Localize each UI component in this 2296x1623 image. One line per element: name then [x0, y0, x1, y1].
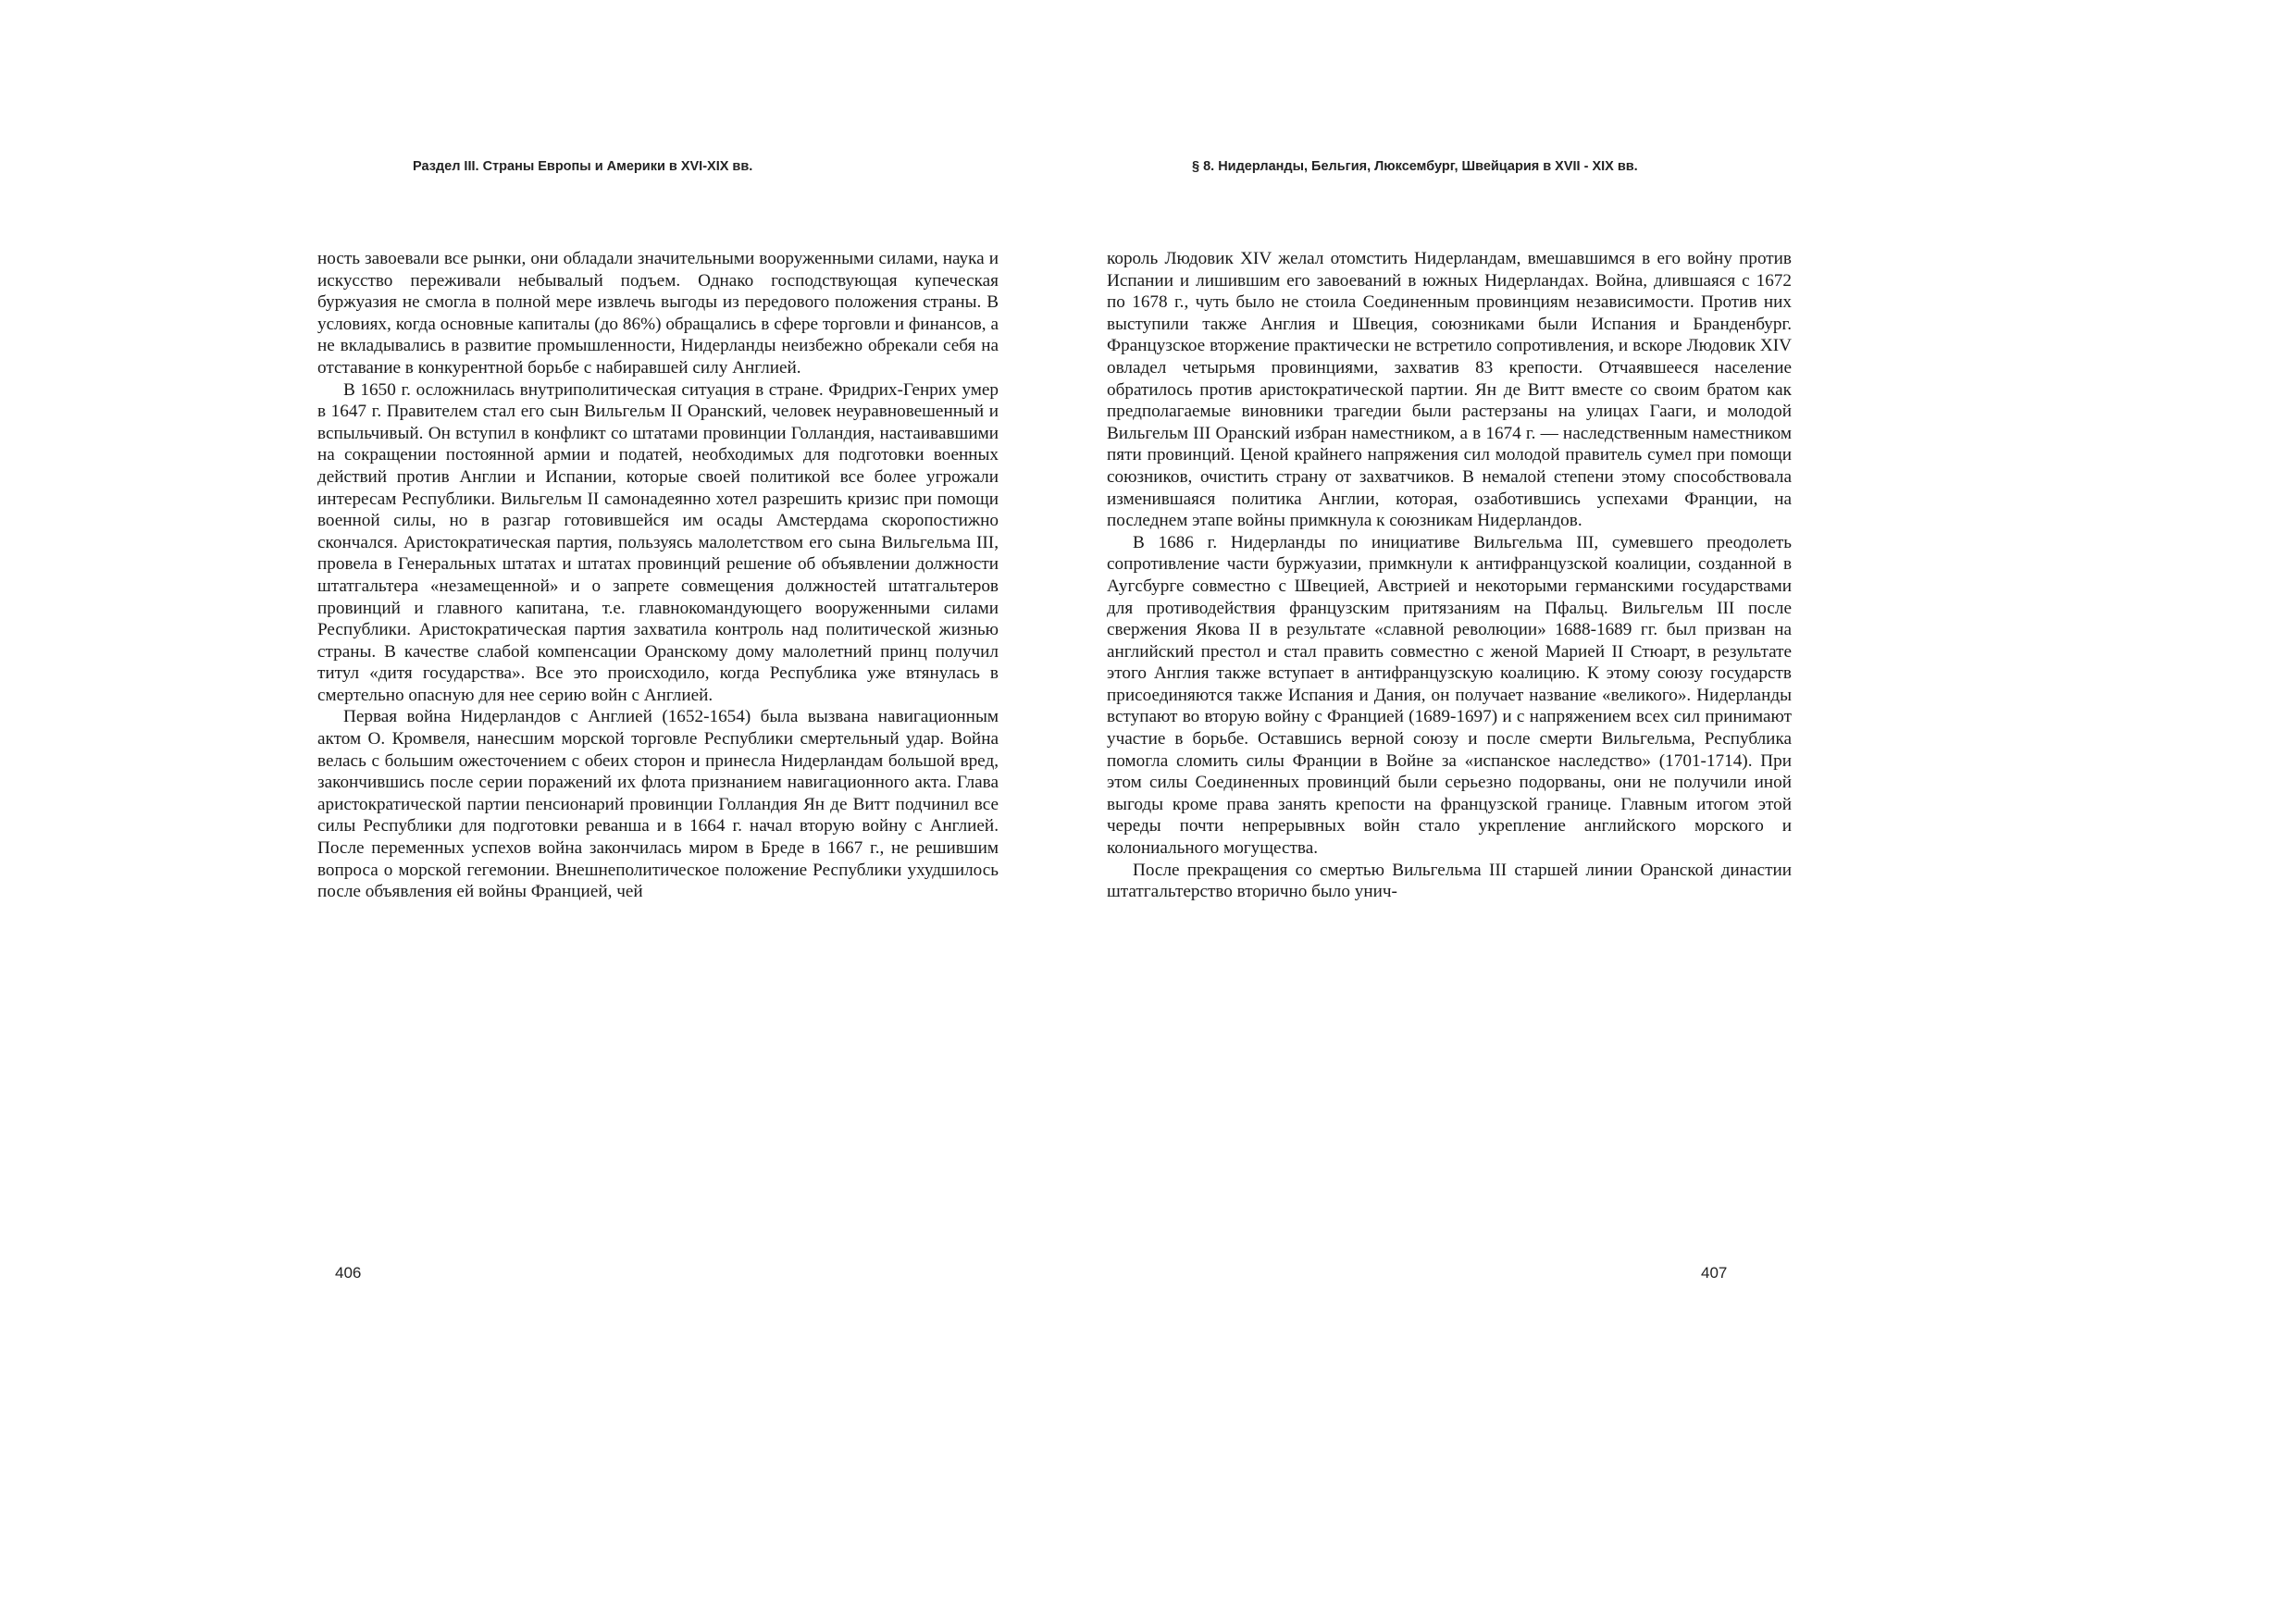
running-header-left: Раздел III. Страны Европы и Америки в XVI-XIX вв. — [413, 159, 753, 174]
right-page-text-column — [1107, 248, 1792, 903]
paragraph-left-2: В 1650 г. осложнилась внутриполитическая ситуация в стране. Фридрих-Генрих умер в 1647 г. Правителем стал его сын Вильгельм II Оранский, человек неуравновешенный и вспыльчивый. Он вступил в конфликт со штатами провинции Голландия, настаивавшими на сокращении постоянной армии и податей, необходимых для подготовки военных действий против Англии и Испании, которые своей политикой все более угрожали интересам Республики. Вильгельм II самонадеянно хотел разрешить кризис при помощи военной силы, но в разгар готовившейся им осады Амстердама скоропостижно скончался. Аристократическая партия, пользуясь малолетством его сына Вильгельма III, провела в Генеральных штатах и штатах провинций решение об объявлении должности штатгальтера «незамещенной» и о запрете совмещения должностей штатгальтеров провинций и главного капитана, т.е. главнокомандующего вооруженными силами Республики. Аристократическая партия захватила контроль над политической жизнью страны. В качестве слабой компенсации Оранскому дому малолетний принц получил титул «дитя государства». Все это происходило, когда Республика уже втянулась в смертельно опасную для нее серию войн с Англией. — [317, 379, 999, 705]
paragraph-right-3: После прекращения со смертью Вильгельма III старшей линии Оранской династии штатгальтерство вторично было унич- — [1107, 860, 1792, 902]
page-number-right: 407 — [1701, 1264, 1728, 1282]
paragraph-left-1: ность завоевали все рынки, они обладали значительными вооруженными силами, наука и искусство переживали небывалый подъем. Однако господствующая купеческая буржуазия не смогла в полной мере извлечь выгоды из передового положения страны. В условиях, когда основные капиталы (до 86%) обращались в сфере торговли и финансов, а не вкладывались в развитие промышленности, Нидерланды неизбежно обрекали себя на отставание в конкурентной борьбе с набиравшей силу Англией. — [317, 249, 999, 378]
left-page-text-column — [317, 248, 999, 903]
paragraph-right-2: В 1686 г. Нидерланды по инициативе Вильгельма III, сумевшего преодолеть сопротивление части буржуазии, примкнули к антифранцузской коалиции, созданной в Аугсбурге совместно с Швецией, Австрией и некоторыми германскими государствами для противодействия французским притязаниям на Пфальц. Вильгельм III после свержения Якова II в результате «славной революции» 1688-1689 гг. был призван на английский престол и стал править совместно с женой Марией II Стюарт, в результате этого Англия также вступает в антифранцузскую коалицию. К этому союзу государств присоединяются также Испания и Дания, он получает название «великого». Нидерланды вступают во вторую войну с Францией (1689-1697) и с напряжением всех сил принимают участие в борьбе. Оставшись верной союзу и после смерти Вильгельма, Республика помогла сломить силы Франции в Войне за «испанское наследство» (1701-1714). При этом силы Соединенных провинций были серьезно подорваны, они не получили иной выгоды кроме права занять крепости на французской границе. Главным итогом этой череды почти непрерывных войн стало укрепление английского морского и колониального могущества. — [1107, 532, 1792, 859]
running-header-right: § 8. Нидерланды, Бельгия, Люксембург, Швейцария в XVII - XIX вв. — [1192, 159, 1638, 174]
page-number-left: 406 — [335, 1264, 362, 1282]
paragraph-right-1: король Людовик XIV желал отомстить Нидерландам, вмешавшимся в его войну против Испании и лишившим его завоеваний в южных Нидерландах. Война, длившаяся с 1672 по 1678 г., чуть было не стоила Соединенным провинциям независимости. Против них выступили также Англия и Швеция, союзниками были Испания и Бранденбург. Французское вторжение практически не встретило сопротивления, и вскоре Людовик XIV овладел четырьмя провинциями, захватив 83 крепости. Отчаявшееся население обратилось против аристократической партии. Ян де Витт вместе со своим братом как предполагаемые виновники трагедии были растерзаны на улицах Гааги, и молодой Вильгельм III Оранский избран наместником, а в 1674 г. — наследственным наместником пяти провинций. Ценой крайнего напряжения сил молодой правитель сумел при помощи союзников, очистить страну от захватчиков. В немалой степени этому способствовала изменившаяся политика Англии, которая, озаботившись успехами Франции, на последнем этапе войны примкнула к союзникам Нидерландов. — [1107, 249, 1792, 531]
paragraph-left-3: Первая война Нидерландов с Англией (1652-1654) была вызвана навигационным актом О. Кромвеля, нанесшим морской торговле Республики смертельный удар. Война велась с большим ожесточением с обеих сторон и принесла Нидерландам большой вред, закончившись после серии поражений их флота признанием навигационного акта. Глава аристократической партии пенсионарий провинции Голландия Ян де Витт подчинил все силы Республики для подготовки реванша и в 1664 г. начал вторую войну с Англией. После переменных успехов война закончилась миром в Бреде в 1667 г., не решившим вопроса о морской гегемонии. Внешнеполитическое положение Республики ухудшилось после объявления ей войны Францией, чей — [317, 707, 999, 902]
